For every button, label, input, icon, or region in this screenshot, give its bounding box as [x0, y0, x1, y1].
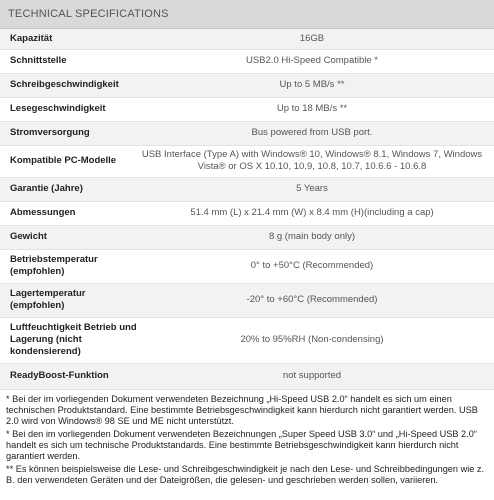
- footnote: * Bei der im vorliegenden Dokument verwendeten Bezeichnung „Hi-Speed USB 2.0“ handelt es sich um einen technischen Produktstandard. Eine bestimmte Betriebsgeschwindigkeit kann hierdurch nicht garantiert werden. USB 2.0 wird von Windows® 98 SE und ME nicht unterstützt.: [6, 393, 478, 426]
- spec-row-capacity: [0, 29, 494, 49]
- spec-value: 8 g (main body only): [138, 225, 494, 249]
- spec-value: 16GB: [138, 29, 494, 49]
- spec-row-compatibility: [0, 145, 494, 177]
- footnotes: [0, 390, 494, 486]
- spec-value: USB Interface (Type A) with Windows® 10, Windows® 8.1, Windows 7, Windows Vista® or OS X 10.10, 10.9, 10.8, 10.7, 10.6.6 - 10.6.8: [138, 145, 494, 177]
- spec-table: [0, 29, 494, 390]
- spec-row-warranty: [0, 177, 494, 201]
- footnote: * Bei den im vorliegenden Dokument verwendeten Bezeichnungen „Super Speed USB 3.0“ und „Hi-Speed USB 2.0“ handelt es sich um technische Produktstandards. Eine bestimmte Betriebsgeschwindigkeit kann hierdurch nicht garantiert werden.: [6, 428, 477, 461]
- spec-label: Luftfeuchtigkeit Betrieb und Lagerung (nicht kondensierend): [0, 317, 138, 363]
- spec-value: 0° to +50°C (Recommended): [138, 249, 494, 283]
- spec-row-write-speed: [0, 73, 494, 97]
- spec-value: 5 Years: [138, 177, 494, 201]
- spec-value: Up to 18 MB/s **: [138, 97, 494, 121]
- spec-row-operating-temp: [0, 249, 494, 283]
- spec-value: USB2.0 Hi-Speed Compatible *: [138, 49, 494, 73]
- spec-value: -20° to +60°C (Recommended): [138, 283, 494, 317]
- spec-label: Schnittstelle: [0, 49, 138, 73]
- spec-label: Kompatible PC-Modelle: [0, 145, 138, 177]
- spec-label: Kapazität: [0, 29, 138, 49]
- spec-row-dimensions: [0, 201, 494, 225]
- spec-label: Betriebstemperatur (empfohlen): [0, 249, 138, 283]
- spec-value: 20% to 95%RH (Non-condensing): [138, 317, 494, 363]
- spec-value: Bus powered from USB port.: [138, 121, 494, 145]
- spec-label: Garantie (Jahre): [0, 177, 138, 201]
- spec-row-storage-temp: [0, 283, 494, 317]
- spec-row-humidity: [0, 317, 494, 363]
- spec-value: not supported: [138, 363, 494, 389]
- spec-label: Schreibgeschwindigkeit: [0, 73, 138, 97]
- spec-value: 51.4 mm (L) x 21.4 mm (W) x 8.4 mm (H)(including a cap): [138, 201, 494, 225]
- spec-label: Abmessungen: [0, 201, 138, 225]
- spec-row-interface: [0, 49, 494, 73]
- spec-label: Stromversorgung: [0, 121, 138, 145]
- spec-value: Up to 5 MB/s **: [138, 73, 494, 97]
- spec-label: Lesegeschwindigkeit: [0, 97, 138, 121]
- spec-row-readyboost: [0, 363, 494, 389]
- footnote: ** Es können beispielsweise die Lese- und Schreibgeschwindigkeit je nach den Lese- und Schreibbedingungen wie z. B. den verwendeten Geräten und der Dateigrößen, die gelesen- und geschrieben werden sollen, variieren.: [6, 463, 485, 485]
- spec-row-power: [0, 121, 494, 145]
- spec-row-weight: [0, 225, 494, 249]
- spec-label: Gewicht: [0, 225, 138, 249]
- section-title: TECHNICAL SPECIFICATIONS: [8, 8, 169, 20]
- spec-label: Lagertemperatur (empfohlen): [0, 283, 138, 317]
- spec-label: ReadyBoost-Funktion: [0, 363, 138, 389]
- section-header: [0, 0, 494, 29]
- spec-row-read-speed: [0, 97, 494, 121]
